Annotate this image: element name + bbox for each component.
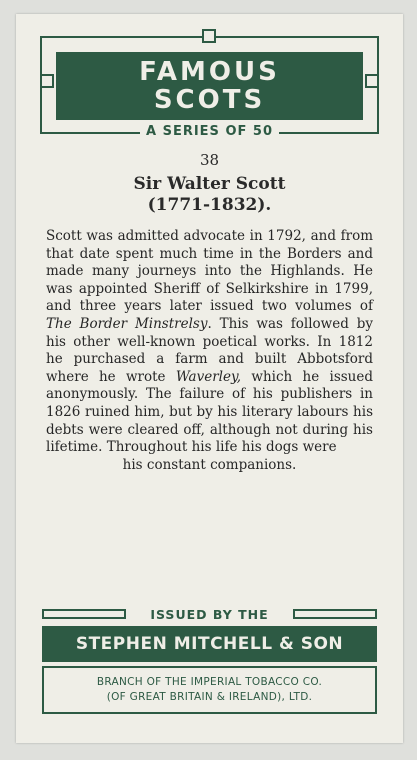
bio-title-minstrelsy: The Border Minstrelsy <box>46 315 208 332</box>
bio-part-2: . This was followed by his other well-known poetical works. In 1812 he purchased a farm and built Abbotsford where he wrote <box>46 315 373 385</box>
issued-by-row <box>42 606 377 622</box>
subject-dates: (1771-1832). <box>147 195 272 215</box>
series-title <box>56 52 363 120</box>
bio-part-3: which he issued anonymously. The failure of his publishers in 1826 ruined him, but by his literary labours his debts were cleared off, although not during his lifetime. Throughout his life his dogs were <box>46 368 373 456</box>
header-ornament-right <box>365 74 379 88</box>
series-title-line2: SCOTS <box>153 85 266 115</box>
ornament-bar-right <box>293 609 377 619</box>
subject-name: Sir Walter Scott <box>133 174 286 194</box>
series-subtitle: A SERIES OF 50 <box>16 124 403 139</box>
biography-text <box>46 228 373 474</box>
maker-name: STEPHEN MITCHELL & SON <box>42 626 377 662</box>
card-number: 38 <box>199 151 220 169</box>
header-ornament-left <box>40 74 54 88</box>
subject-heading <box>16 174 403 216</box>
ornament-bar-left <box>42 609 126 619</box>
header-ornament-top <box>202 29 216 43</box>
branch-line1: BRANCH OF THE IMPERIAL TOBACCO CO. <box>96 676 323 688</box>
issued-by-text: ISSUED BY THE <box>150 606 269 622</box>
branch-line2: (OF GREAT BRITAIN & IRELAND), LTD. <box>106 691 313 703</box>
branch-box <box>42 666 377 714</box>
bio-title-waverley: Waverley, <box>175 368 242 385</box>
bio-last-line: his constant companions. <box>122 456 297 473</box>
cigarette-card <box>16 14 403 743</box>
bio-part-1: Scott was admitted advocate in 1792, and from that date spent much time in the Borders and made many journeys into the Highlands. He was appointed Sheriff of Selkirkshire in 1799, and three years later issued two volumes of <box>46 228 373 315</box>
series-title-line1: FAMOUS <box>139 57 280 87</box>
